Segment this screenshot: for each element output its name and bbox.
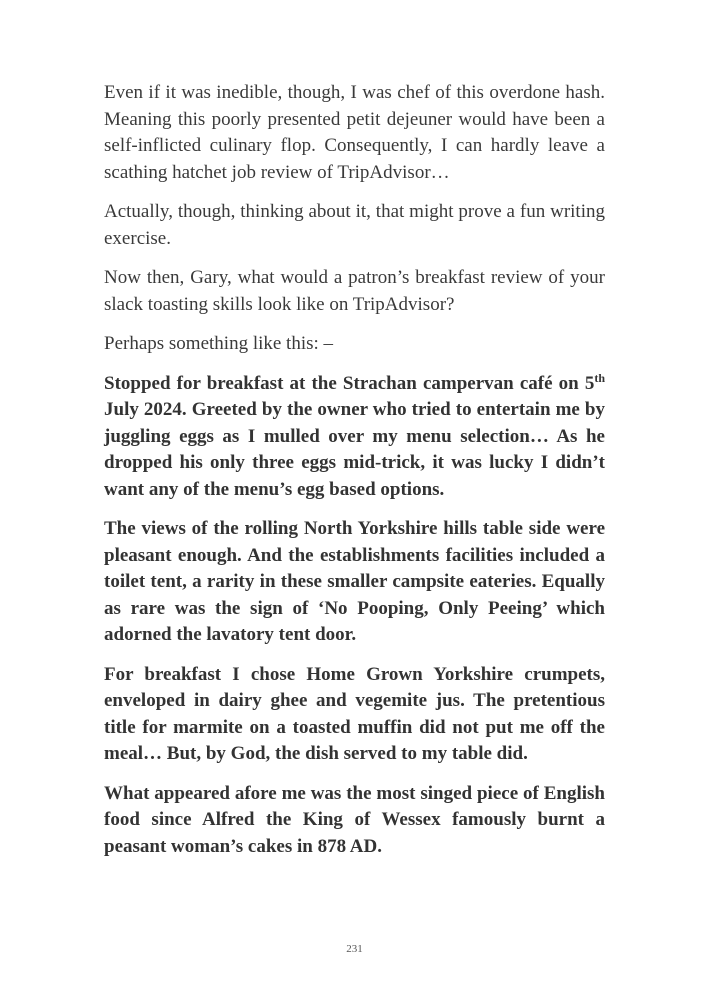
review-arrival-end: July 2024. Greeted by the owner who tried to entertain me by juggling eggs as I mulled over my menu selection… As he dropped his only three eggs mid-trick, it was lucky I didn’t want any of the menu’s egg based options. xyxy=(104,399,605,500)
review-arrival-start: Stopped for breakfast at the Strachan campervan café on 5 xyxy=(104,372,595,394)
date-ordinal-suffix: th xyxy=(594,370,605,385)
review-paragraph-singed: What appeared afore me was the most singed piece of English food since Alfred the King of Wessex famously burnt a peasant woman’s cakes in 878 AD. xyxy=(104,782,605,857)
paragraph-intro: Perhaps something like this: – xyxy=(104,333,334,354)
paragraph-chef-hash: Even if it was inedible, though, I was chef of this overdone hash. Meaning this poorly presented petit dejeuner would have been a self-inflicted culinary flop. Consequently, I can hardly leave a scathing hatchet job review of TripAdvisor… xyxy=(104,82,605,183)
paragraph-patron-question: Now then, Gary, what would a patron’s breakfast review of your slack toasting skills look like on TripAdvisor? xyxy=(104,267,605,315)
paragraph-writing-exercise: Actually, though, thinking about it, that might prove a fun writing exercise. xyxy=(104,201,605,249)
page-number: 231 xyxy=(346,943,363,955)
review-paragraph-views: The views of the rolling North Yorkshire hills table side were pleasant enough. And the establishments facilities included a toilet tent, a rarity in these smaller campsite eateries. Equally as rare was the sign of ‘No Pooping, Only Peeing’ which adorned the lavatory tent door. xyxy=(104,518,605,645)
page-body xyxy=(104,80,605,873)
review-paragraph-arrival xyxy=(104,371,605,504)
review-paragraph-breakfast: For breakfast I chose Home Grown Yorkshire crumpets, enveloped in dairy ghee and vegemite jus. The pretentious title for marmite on a toasted muffin did not put me off the meal… But, by God, the dish served to my table did. xyxy=(104,663,605,764)
